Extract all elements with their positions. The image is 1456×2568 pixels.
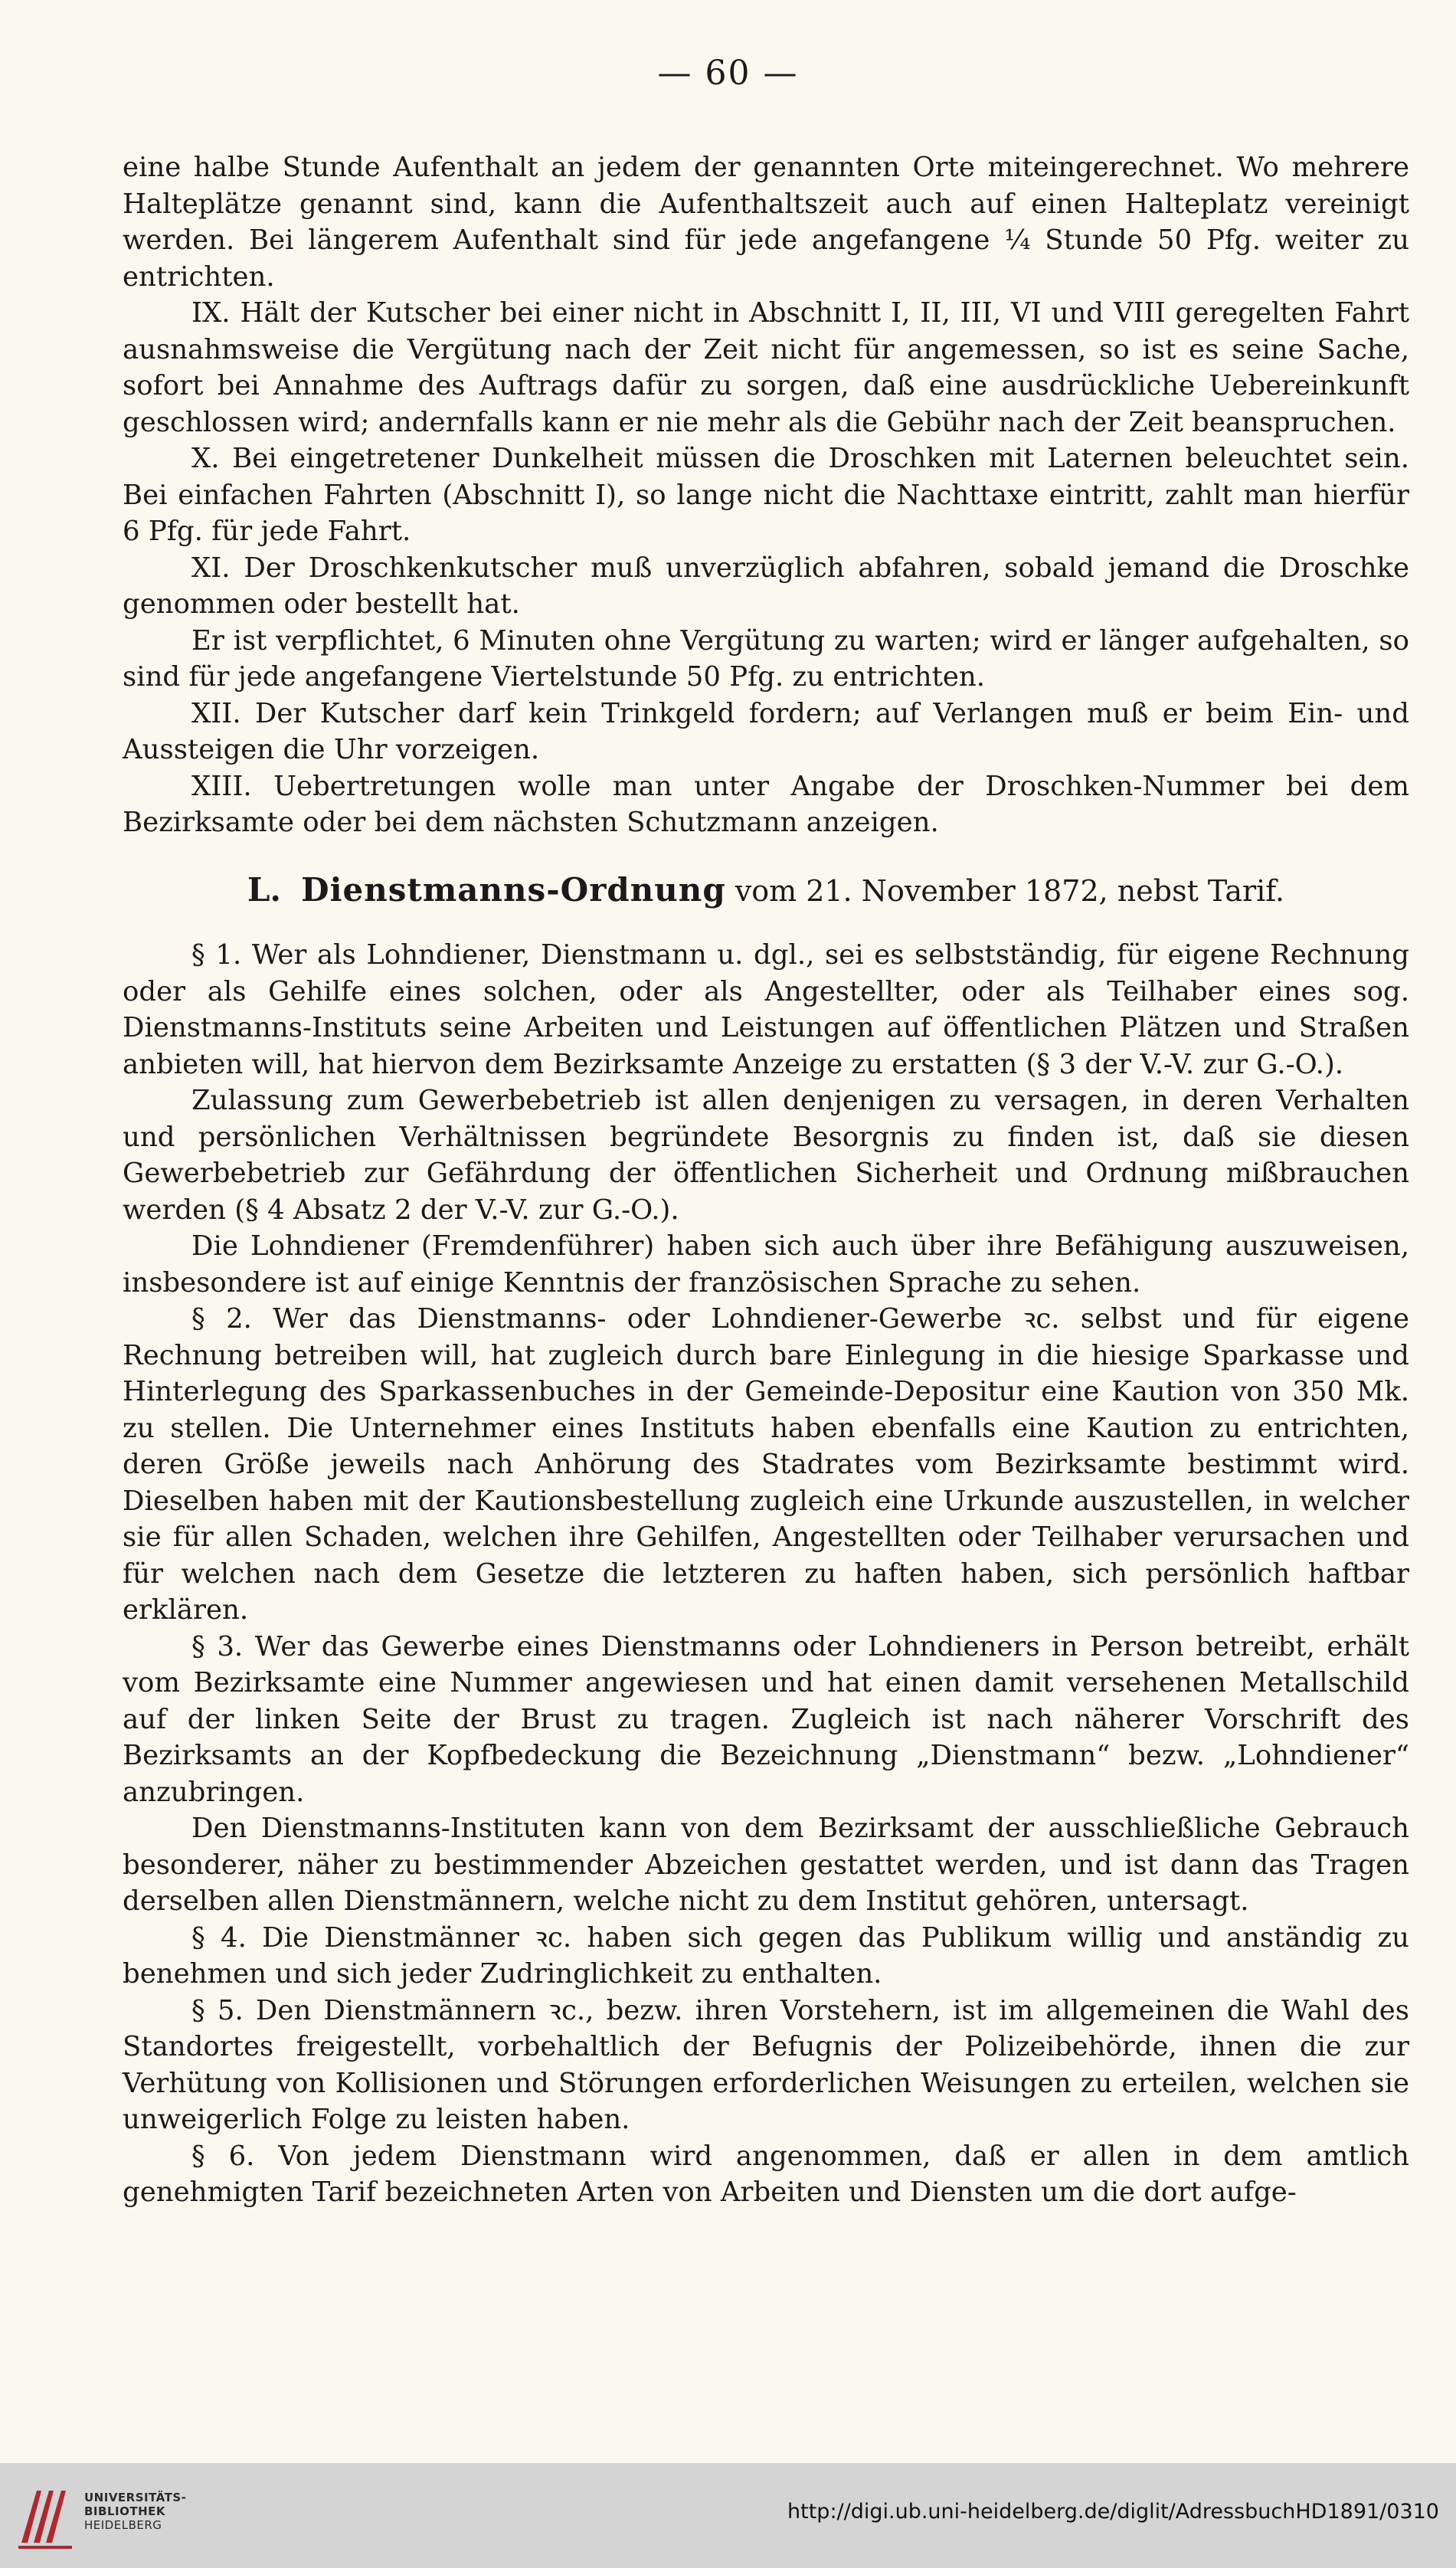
section-title: Dienstmanns-Ordnung	[301, 870, 726, 909]
tariff-paragraphs	[123, 149, 1409, 841]
section-label: L.	[247, 870, 282, 909]
paragraph: X. Bei eingetretener Dunkelheit müssen die Droschken mit Laternen beleuchtet sein. Bei einfachen Fahrten (Abschnitt I), so lange nicht die Nachttaxe eintritt, zahlt man hierfür 6 Pfg. für jede Fahrt.	[123, 443, 1409, 547]
paragraph: Er ist verpflichtet, 6 Minuten ohne Vergütung zu warten; wird er länger aufgehalten, so sind für jede angefangene Viertelstunde 50 Pfg. zu entrichten.	[123, 624, 1409, 693]
paragraph: Zulassung zum Gewerbebetrieb ist allen denjenigen zu versagen, in deren Verhalten und persönlichen Verhältnissen begründete Besorgnis zu finden ist, daß sie diesen Gewerbebetrieb zur Gefährdung der öffentlichen Sicherheit und Ordnung mißbrauchen werden (§ 4 Absatz 2 der V.-V. zur G.-O.).	[123, 1085, 1409, 1226]
section-heading	[123, 872, 1409, 910]
paragraph: XI. Der Droschkenkutscher muß unverzüglich abfahren, sobald jemand die Droschke genommen oder bestellt hat.	[123, 552, 1409, 620]
library-name	[84, 2491, 186, 2532]
paragraph: eine halbe Stunde Aufenthalt an jedem der genannten Orte miteingerechnet. Wo mehrere Halteplätze genannt sind, kann die Aufenthaltszeit auch auf einen Halteplatz vereinigt werden. Bei längerem Aufenthalt sind für jede angefangene ¼ Stunde 50 Pfg. weiter zu entrichten.	[123, 152, 1409, 293]
section-subtitle: vom 21. November 1872, nebst Tarif.	[735, 873, 1285, 908]
library-name-line3: HEIDELBERG	[84, 2518, 162, 2532]
page-body	[123, 149, 1409, 2211]
library-logo-icon	[15, 2483, 75, 2549]
library-name-line1: UNIVERSITÄTS-	[84, 2491, 187, 2504]
paragraph: XII. Der Kutscher darf kein Trinkgeld fordern; auf Verlangen muß er beim Ein- und Aussteigen die Uhr vorzeigen.	[123, 697, 1409, 765]
paragraph: § 1. Wer als Lohndiener, Dienstmann u. dgl., sei es selbstständig, für eigene Rechnung oder als Gehilfe eines solchen, oder als Angestellter, oder als Teilhaber eines sog. Dienstmanns-Instituts seine Arbeiten und Leistungen auf öffentlichen Plätzen und Straßen anbieten will, hat hiervon dem Bezirksamte Anzeige zu erstatten (§ 3 der V.-V. zur G.-O.).	[123, 939, 1409, 1080]
paragraph: IX. Hält der Kutscher bei einer nicht in Abschnitt I, II, III, VI und VIII geregelten Fahrt ausnahmsweise die Vergütung nach der Zeit nicht für angemessen, so ist es seine Sache, sofort bei Annahme des Auftrags dafür zu sorgen, daß eine ausdrückliche Uebereinkunft geschlossen wird; andernfalls kann er nie mehr als die Gebühr nach der Zeit beanspruchen.	[123, 297, 1409, 438]
paragraph: § 4. Die Dienstmänner ꝛc. haben sich gegen das Publikum willig und anständig zu benehmen und sich jeder Zudringlichkeit zu enthalten.	[123, 1921, 1409, 1990]
dienstmann-paragraphs	[123, 937, 1409, 2211]
paragraph: Den Dienstmanns-Instituten kann von dem Bezirksamt der ausschließliche Gebrauch besonderer, näher zu bestimmender Abzeichen gestattet werden, und ist dann das Tragen derselben allen Dienstmännern, welche nicht zu dem Institut gehören, untersagt.	[123, 1813, 1409, 1917]
library-footer	[0, 2463, 1456, 2568]
paragraph: § 6. Von jedem Dienstmann wird angenommen, daß er allen in dem amtlich genehmigten Tarif bezeichneten Arten von Arbeiten und Diensten um die dort aufge-	[123, 2140, 1409, 2208]
paragraph: § 5. Den Dienstmännern ꝛc., bezw. ihren Vorstehern, ist im allgemeinen die Wahl des Standortes freigestellt, vorbehaltlich der Befugnis der Polizeibehörde, ihnen die zur Verhütung von Kollisionen und Störungen erforderlichen Weisungen zu erteilen, welchen sie unweigerlich Folge zu leisten haben.	[123, 1994, 1409, 2135]
paragraph: XIII. Uebertretungen wolle man unter Angabe der Droschken-Nummer bei dem Bezirksamte oder bei dem nächsten Schutzmann anzeigen.	[123, 770, 1409, 838]
paragraph: § 3. Wer das Gewerbe eines Dienstmanns oder Lohndieners in Person betreibt, erhält vom Bezirksamte eine Nummer angewiesen und hat einen damit versehenen Metallschild auf der linken Seite der Brust zu tragen. Zugleich ist nach näherer Vorschrift des Bezirksamts an der Kopfbedeckung die Bezeichnung „Dienstmann“ bezw. „Lohndiener“ anzubringen.	[123, 1630, 1409, 1808]
paragraph: Die Lohndiener (Fremdenführer) haben sich auch über ihre Befähigung auszuweisen, insbesondere ist auf einige Kenntnis der französischen Sprache zu sehen.	[123, 1230, 1409, 1299]
source-url-link[interactable]: http://digi.ub.uni-heidelberg.de/diglit/AdressbuchHD1891/0310	[787, 2500, 1439, 2524]
library-name-line2: BIBLIOTHEK	[84, 2504, 165, 2518]
page-number: — 60 —	[657, 54, 799, 93]
paragraph: § 2. Wer das Dienstmanns- oder Lohndiener-Gewerbe ꝛc. selbst und für eigene Rechnung betreiben will, hat zugleich durch bare Einlegung in die hiesige Sparkasse und Hinterlegung des Sparkassenbuches in der Gemeinde-Depositur eine Kaution von 350 Mk. zu stellen. Die Unternehmer eines Instituts haben ebenfalls eine Kaution zu entrichten, deren Größe jeweils nach Anhörung des Stadrates vom Bezirksamte bestimmt wird. Dieselben haben mit der Kautionsbestellung zugleich eine Urkunde auszustellen, in welcher sie für allen Schaden, welchen ihre Gehilfen, Angestellten oder Teilhaber verursachen und für welchen nach dem Gesetze die letzteren zu haften haben, sich persönlich haftbar erklären.	[123, 1303, 1409, 1626]
